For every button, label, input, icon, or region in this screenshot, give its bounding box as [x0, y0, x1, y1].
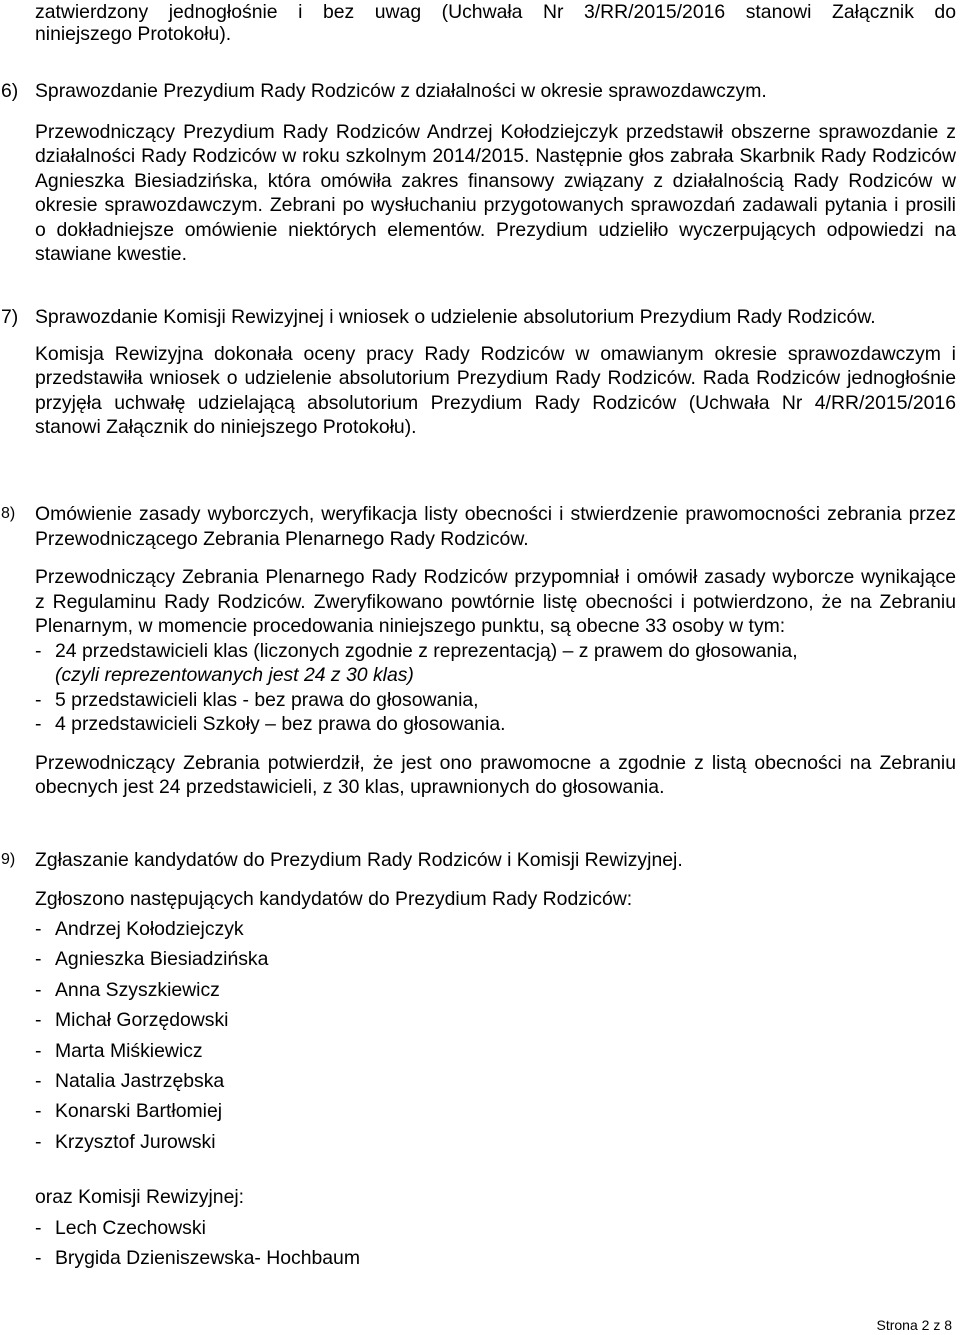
- list-item: - Natalia Jastrzębska: [35, 1070, 225, 1093]
- list-item: - 4 przedstawicieli Szkoły – bez prawa do głosowania.: [35, 713, 506, 735]
- section-8: [1, 502, 956, 800]
- section-7-number: 7): [1, 306, 19, 328]
- list-item: - Agnieszka Biesiadzińska: [35, 948, 269, 971]
- section-8-title: Omówienie zasady wyborczych, weryfikacja listy obecności i stwierdzenie prawomocności zebrania przez Przewodniczącego Zebrania Plenarnego Rady Rodziców.: [35, 503, 956, 550]
- attendance-list: [35, 639, 956, 664]
- list-item: - 24 przedstawicieli klas (liczonych zgodnie z reprezentacją) – z prawem do głosowania,: [35, 639, 798, 662]
- section-6-heading: [1, 79, 956, 104]
- intro-line-1: zatwierdzony jednogłośnie i bez uwag (Uchwała Nr 3/RR/2015/2016 stanowi Załącznik do: [35, 1, 956, 23]
- commission-intro: oraz Komisji Rewizyjnej:: [35, 1186, 245, 1209]
- section-7-heading: [1, 305, 956, 330]
- section-6: [1, 79, 956, 267]
- section-6-title: Sprawozdanie Prezydium Rady Rodziców z działalności w okresie sprawozdawczym.: [35, 80, 767, 102]
- list-item: - Lech Czechowski: [35, 1216, 206, 1239]
- list-item: - Marta Miśkiewicz: [35, 1039, 203, 1062]
- list-item: - Michał Gorzędowski: [35, 1009, 229, 1032]
- page-number: Strona 2 z 8: [876, 1317, 952, 1333]
- section-7-title: Sprawozdanie Komisji Rewizyjnej i wniosek o udzielenie absolutorium Prezydium Rady Rodziców.: [35, 306, 876, 328]
- list-item: - Konarski Bartłomiej: [35, 1100, 223, 1123]
- section-9-title: Zgłaszanie kandydatów do Prezydium Rady Rodziców i Komisji Rewizyjnej.: [35, 849, 683, 871]
- section-9: [1, 848, 956, 1274]
- section-6-number: 6): [1, 80, 19, 102]
- list-item: - Anna Szyszkiewicz: [35, 978, 220, 1001]
- section-9-number: 9): [1, 851, 16, 868]
- attendance-list-cont: [35, 688, 956, 737]
- intro-line-2: niniejszego Protokołu).: [35, 23, 232, 45]
- candidates-intro: Zgłoszono następujących kandydatów do Prezydium Rady Rodziców:: [35, 887, 633, 910]
- section-7: [1, 305, 956, 440]
- list-item: - Brygida Dzieniszewska- Hochbaum: [35, 1247, 360, 1270]
- list-item: - 5 przedstawicieli klas - bez prawa do głosowania,: [35, 688, 479, 711]
- list-item: - Krzysztof Jurowski: [35, 1130, 216, 1153]
- attendance-note: (czyli reprezentowanych jest 24 z 30 klas): [55, 664, 414, 686]
- candidate-list: [35, 914, 956, 1157]
- section-6-body: Przewodniczący Prezydium Rady Rodziców Andrzej Kołodziejczyk przedstawił obszerne sprawozdanie z działalności Rady Rodziców w roku szkolnym 2014/2015. Następnie głos zabrała Skarbnik Rady Rodziców Agnieszka Biesiadzińska, która omówiła zakres finansowy związany z działalnością Rady Rodziców w okresie sprawozdawczym. Zebrani po wysłuchaniu przygotowanych sprawozdań zadawali pytania i prosili o dokładniejsze omówienie niektórych elementów. Prezydium udzieliło wyczerpujących odpowiedzi na stawiane kwestie.: [35, 120, 956, 265]
- section-9-heading: [1, 848, 956, 873]
- list-item: - Andrzej Kołodziejczyk: [35, 918, 244, 940]
- section-7-body: Komisja Rewizyjna dokonała oceny pracy Rady Rodziców w omawianym okresie sprawozdawczym i przedstawiła wniosek o udzielenie absolutorium Prezydium Rady Rodziców. Rada Rodziców jednogłośnie przyjęła uchwałę udzielającą absolutorium Prezydium Rady Rodziców (Uchwała Nr 4/RR/2015/2016 stanowi Załącznik do niniejszego Protokołu).: [35, 342, 956, 438]
- section-8-heading: [1, 502, 956, 551]
- section-8-body: Przewodniczący Zebrania Plenarnego Rady Rodziców przypomniał i omówił zasady wyborcze wynikające z Regulaminu Rady Rodziców. Zweryfikowano powtórnie listę obecności i potwierdzono, że na Zebraniu Plenarnym, w momencie procedowania niniejszego punktu, są obecne 33 osoby w tym:: [35, 566, 956, 637]
- section-8-number: 8): [1, 505, 16, 522]
- section-8-closing: Przewodniczący Zebrania potwierdził, że jest ono prawomocne a zgodnie z listą obecności na Zebraniu obecnych jest 24 przedstawicieli, z 30 klas, uprawnionych do głosowania.: [35, 751, 956, 798]
- commission-list: [35, 1213, 956, 1274]
